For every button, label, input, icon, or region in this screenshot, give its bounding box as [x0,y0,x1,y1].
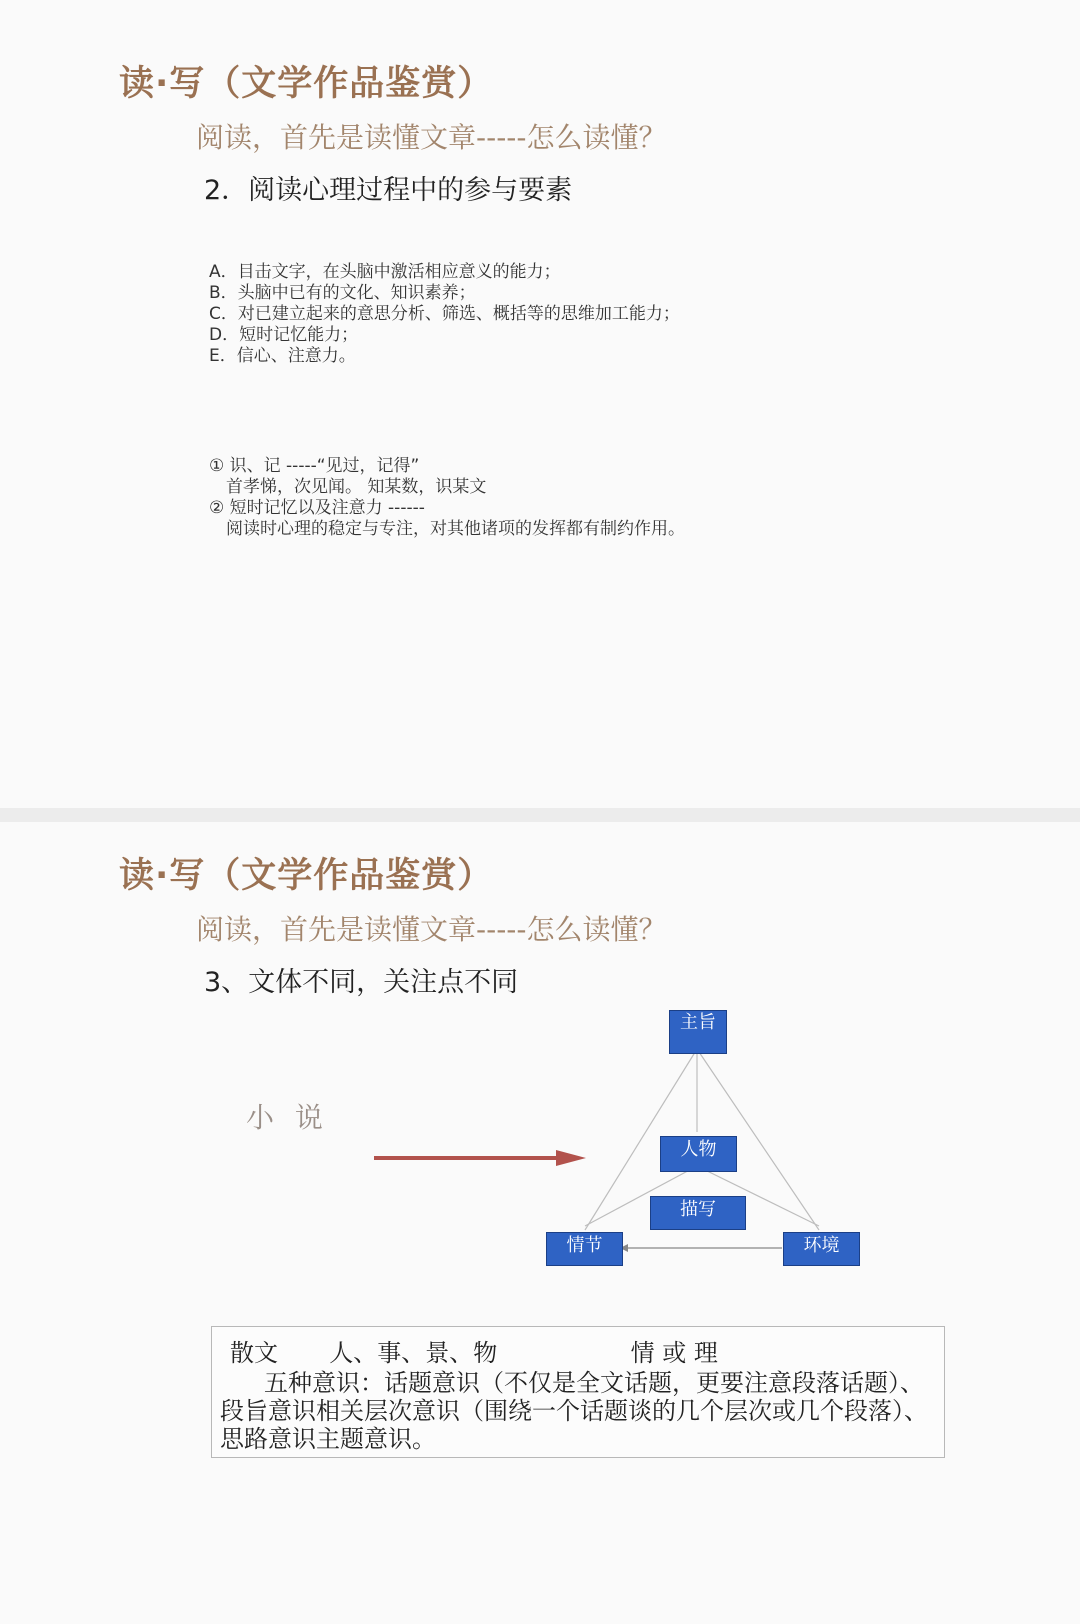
novel-label: 小 说 [246,1101,329,1134]
list-item: D．短时记忆能力； [209,325,359,345]
list-item: A．目击文字，在头脑中激活相应意义的能力； [209,262,561,282]
notes-block [209,456,685,540]
slide-1 [0,0,1080,808]
list-item: C．对已建立起来的意思分析、筛选、概括等的思维加工能力； [209,304,680,324]
plot-box: 情节 [546,1232,623,1266]
novel-arrow-head [556,1150,586,1166]
essay-line [230,1333,718,1368]
slide-subtitle: 阅读，首先是读懂文章-----怎么读懂？ [196,913,667,946]
diagram-connectors [0,822,1080,1624]
note-line: 阅读时心理的稳定与专注，对其他诸项的发挥都有制约作用。 [226,519,685,539]
slide-title: 读·写（文学作品鉴赏） [119,856,494,896]
list-item: E．信心、注意力。 [209,346,356,366]
section-heading: 3、文体不同，关注点不同 [204,967,519,998]
slide-title: 读·写（文学作品鉴赏） [119,64,494,104]
theme-box: 主旨 [669,1010,727,1054]
note-line: ① 识、记 -----“见过，记得” [209,456,420,476]
note-line: 首孝悌，次见闻。 知某数，识某文 [226,477,487,497]
essay-elements: 人、事、景、物 [329,1339,498,1367]
slide-2 [0,822,1080,1624]
description-box: 描写 [650,1196,746,1230]
factor-list [209,262,680,367]
slide-subtitle: 阅读，首先是读懂文章-----怎么读懂？ [196,121,667,154]
section-heading: 2．阅读心理过程中的参与要素 [204,175,573,206]
environment-box: 环境 [783,1232,860,1266]
character-box: 人物 [660,1136,737,1172]
essay-paragraph: 五种意识：话题意识（不仅是全文话题，更要注意段落话题）、段旨意识相关层次意识（围绕一个话题谈的几个层次或几个段落）、思路意识主题意识。 [220,1369,928,1453]
essay-target: 情 或 理 [630,1339,718,1367]
list-item: B．头脑中已有的文化、知识素养； [209,283,476,303]
essay-genre: 散文 [230,1339,278,1367]
essay-box [211,1326,945,1458]
note-line: ② 短时记忆以及注意力 ------ [209,498,425,518]
